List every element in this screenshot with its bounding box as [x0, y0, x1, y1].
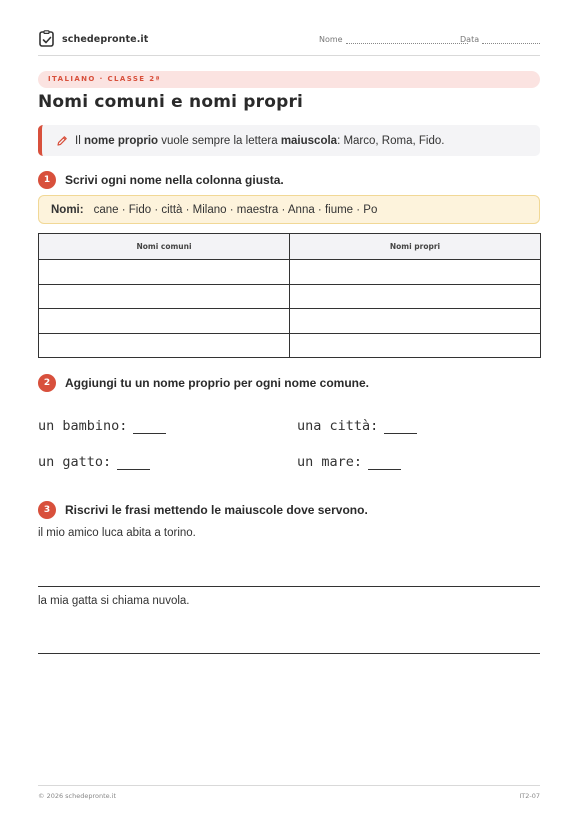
copyright-text: © 2026 schedepronte.it: [38, 792, 117, 800]
exercise-number-badge: 3: [38, 501, 56, 519]
exercise-2-heading: [38, 374, 369, 392]
table-cell[interactable]: [290, 333, 541, 358]
exercise-number-badge: 2: [38, 374, 56, 392]
table-row: [39, 260, 541, 285]
sentence-text: la mia gatta si chiama nuvola.: [38, 595, 190, 607]
exercise-instruction: Scrivi ogni nome nella colonna giusta.: [65, 173, 284, 187]
table-cell[interactable]: [290, 260, 541, 285]
writing-line[interactable]: [38, 653, 540, 654]
table-cell[interactable]: [39, 284, 290, 309]
pencil-icon: [56, 135, 68, 147]
date-label: Data: [460, 35, 480, 44]
subject-tag: ITALIANO · CLASSE 2ª: [38, 71, 540, 88]
page-header: [38, 30, 540, 56]
rule-callout: [38, 125, 540, 156]
date-field[interactable]: [460, 35, 540, 44]
sorting-table: [38, 233, 541, 358]
sentence-text: il mio amico luca abita a torino.: [38, 527, 196, 539]
brand-logo: [38, 30, 148, 48]
fill-item: [297, 454, 401, 470]
table-row: [39, 309, 541, 334]
name-label: Nome: [319, 35, 343, 44]
fill-label: un mare:: [297, 454, 363, 470]
table-cell[interactable]: [39, 260, 290, 285]
exercise-1-heading: [38, 171, 284, 189]
date-line[interactable]: [482, 36, 540, 44]
checklist-icon: [38, 30, 56, 48]
exercise-instruction: Aggiungi tu un nome proprio per ogni nome comune.: [65, 376, 369, 390]
fill-item: [38, 418, 166, 434]
answer-blank[interactable]: [384, 421, 417, 434]
fill-label: un gatto:: [38, 454, 112, 470]
word-bank: [38, 195, 540, 224]
table-cell[interactable]: [290, 284, 541, 309]
table-row: [39, 284, 541, 309]
exercise-instruction: Riscrivi le frasi mettendo le maiuscole dove servono.: [65, 503, 368, 517]
rule-text: Il nome proprio vuole sempre la lettera maiuscola: Marco, Roma, Fido.: [75, 134, 445, 147]
word-bank-words: cane · Fido · città · Milano · maestra · Anna · fiume · Po: [93, 203, 378, 216]
answer-blank[interactable]: [133, 421, 166, 434]
table-cell[interactable]: [39, 333, 290, 358]
brand-name: schedepronte.it: [62, 33, 149, 45]
table-cell[interactable]: [290, 309, 541, 334]
exercise-3-heading: [38, 501, 368, 519]
table-row: [39, 333, 541, 358]
word-bank-label: Nomi:: [51, 203, 84, 216]
column-header-common: Nomi comuni: [39, 234, 290, 260]
page-footer: [38, 785, 540, 800]
fill-item: [38, 454, 150, 470]
exercise-number-badge: 1: [38, 171, 56, 189]
table-cell[interactable]: [39, 309, 290, 334]
name-field[interactable]: [319, 35, 468, 44]
column-header-proper: Nomi propri: [290, 234, 541, 260]
writing-line[interactable]: [38, 586, 540, 587]
page-title: Nomi comuni e nomi propri: [38, 92, 304, 112]
fill-item: [297, 418, 417, 434]
fill-label: una città:: [297, 418, 379, 434]
answer-blank[interactable]: [368, 457, 401, 470]
answer-blank[interactable]: [117, 457, 150, 470]
name-line[interactable]: [346, 36, 468, 44]
worksheet-code: IT2-07: [519, 792, 540, 800]
fill-label: un bambino:: [38, 418, 128, 434]
